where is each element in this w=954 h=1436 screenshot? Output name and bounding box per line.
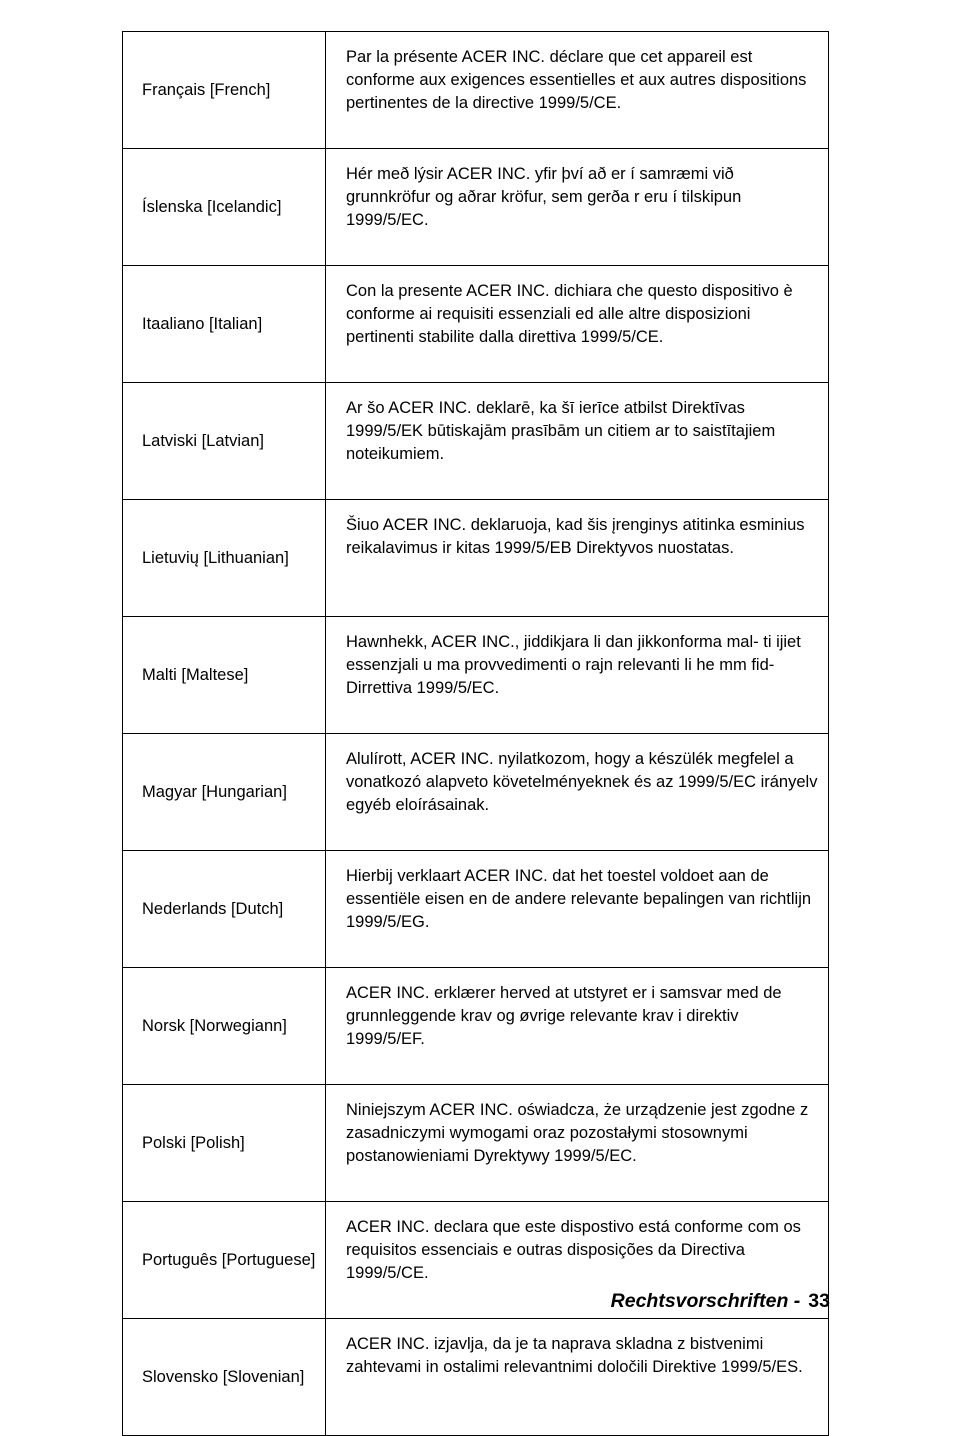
section-title: Rechtsvorschriften - xyxy=(610,1290,801,1312)
language-cell: Lietuvių [Lithuanian] xyxy=(123,500,326,617)
declaration-text: Šiuo ACER INC. deklaruoja, kad šis įrenginys atitinka esminius reikalavimus ir kitas 1999/5/EB Direktyvos nuostatas. xyxy=(326,500,829,617)
table-row xyxy=(123,851,829,968)
table-row xyxy=(123,734,829,851)
language-cell: Slovensko [Slovenian] xyxy=(123,1319,326,1436)
table-row xyxy=(123,383,829,500)
language-cell: Malti [Maltese] xyxy=(123,617,326,734)
declaration-text: Hierbij verklaart ACER INC. dat het toestel voldoet aan de essentiële eisen en de andere relevante bepalingen van richtlijn 1999/5/EG. xyxy=(326,851,829,968)
language-cell: Íslenska [Icelandic] xyxy=(123,149,326,266)
declaration-text: ACER INC. erklærer herved at utstyret er i samsvar med de grunnleggende krav og øvrige relevante krav i direktiv 1999/5/EF. xyxy=(326,968,829,1085)
language-cell: Nederlands [Dutch] xyxy=(123,851,326,968)
table-row xyxy=(123,266,829,383)
declaration-table xyxy=(122,31,829,1436)
declaration-text: Par la présente ACER INC. déclare que cet appareil est conforme aux exigences essentielles et aux autres dispositions pertinentes de la directive 1999/5/CE. xyxy=(326,32,829,149)
table-row xyxy=(123,968,829,1085)
declaration-text: Hér með lýsir ACER INC. yfir því að er í samræmi við grunnkröfur og aðrar kröfur, sem gerða r eru í tilskipun 1999/5/EC. xyxy=(326,149,829,266)
language-cell: Português [Portuguese] xyxy=(123,1202,326,1319)
table-row xyxy=(123,1085,829,1202)
table-row xyxy=(123,1319,829,1436)
page-number: 33 xyxy=(808,1290,830,1312)
declaration-text: Alulírott, ACER INC. nyilatkozom, hogy a készülék megfelel a vonatkozó alapveto követelményeknek és az 1999/5/EC irányelv egyéb eloírásainak. xyxy=(326,734,829,851)
declaration-text: Niniejszym ACER INC. oświadcza, że urządzenie jest zgodne z zasadniczymi wymogami oraz pozostałymi stosownymi postanowieniami Dyrektywy 1999/5/EC. xyxy=(326,1085,829,1202)
declaration-text: Ar šo ACER INC. deklarē, ka šī ierīce atbilst Direktīvas 1999/5/EK būtiskajām prasībām un citiem ar to saistītajiem noteikumiem. xyxy=(326,383,829,500)
language-cell: Norsk [Norwegiann] xyxy=(123,968,326,1085)
language-cell: Itaaliano [Italian] xyxy=(123,266,326,383)
language-cell: Français [French] xyxy=(123,32,326,149)
table-row xyxy=(123,32,829,149)
declaration-text: ACER INC. izjavlja, da je ta naprava skladna z bistvenimi zahtevami in ostalimi relevantnimi določili Direktive 1999/5/ES. xyxy=(326,1319,829,1436)
declaration-text: Hawnhekk, ACER INC., jiddikjara li dan jikkonforma mal- ti ijiet essenzjali u ma provvedimenti o rajn relevanti li he mm fid-Dirrettiva 1999/5/EC. xyxy=(326,617,829,734)
table-row xyxy=(123,617,829,734)
declaration-text: Con la presente ACER INC. dichiara che questo dispositivo è conforme ai requisiti essenziali ed alle altre disposizioni pertinenti stabilite dalla direttiva 1999/5/CE. xyxy=(326,266,829,383)
page-footer xyxy=(611,1290,830,1313)
language-cell: Latviski [Latvian] xyxy=(123,383,326,500)
language-cell: Polski [Polish] xyxy=(123,1085,326,1202)
declaration-text: ACER INC. declara que este dispostivo está conforme com os requisitos essenciais e outras disposições da Directiva 1999/5/CE. xyxy=(326,1202,829,1319)
table-row xyxy=(123,149,829,266)
language-cell: Magyar [Hungarian] xyxy=(123,734,326,851)
table-row xyxy=(123,500,829,617)
